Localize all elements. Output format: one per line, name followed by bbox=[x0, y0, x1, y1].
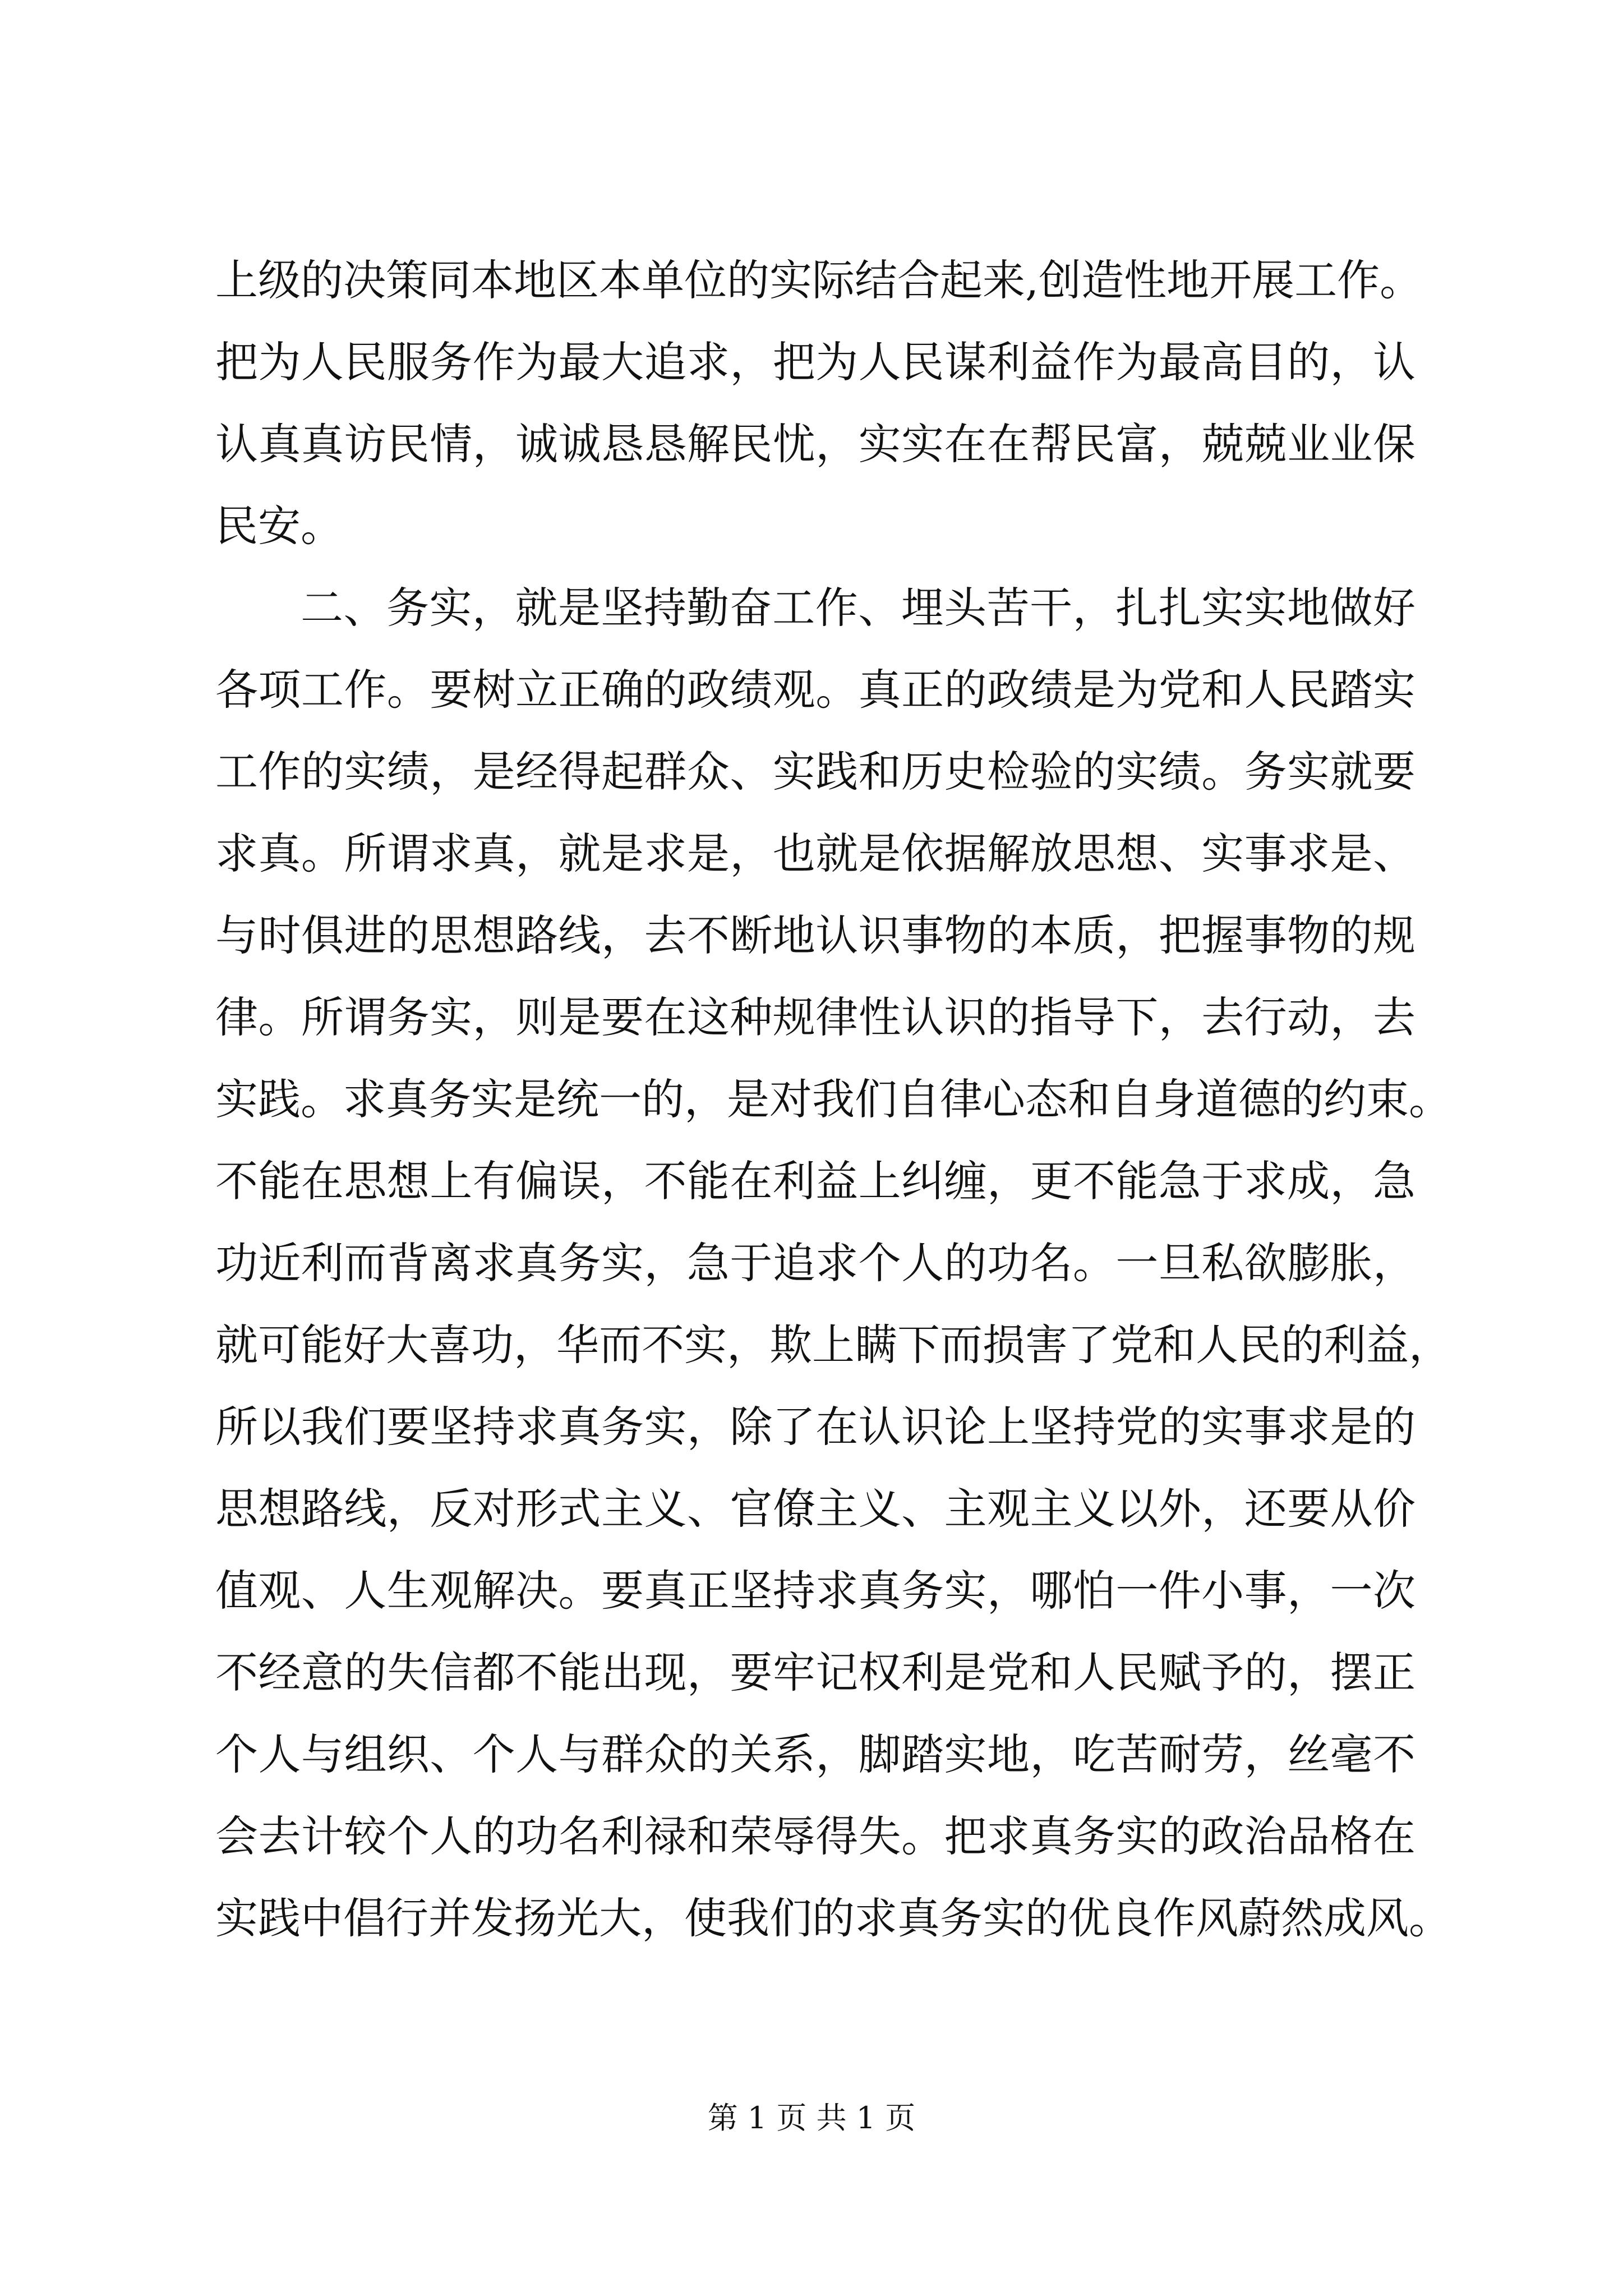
text-line: 把为人民服务作为最大追求，把为人民谋利益作为最高目的，认 bbox=[215, 337, 1415, 387]
text-line: 值观、人生观解决。要真正坚持求真务实，哪怕一件小事，一次 bbox=[215, 1566, 1415, 1616]
text-line: 实践中倡行并发扬光大，使我们的求真务实的优良作风蔚然成风。 bbox=[215, 1893, 1451, 1943]
paragraph-first-line: 二、务实，就是坚持勤奋工作、埋头苦干，扎扎实实地做好 bbox=[301, 583, 1415, 633]
text-line: 实践。求真务实是统一的，是对我们自律心态和自身道德的约束。 bbox=[215, 1074, 1451, 1124]
text-line: 民安。 bbox=[215, 501, 343, 551]
page-footer: 第 1 页 共 1 页 bbox=[707, 2100, 916, 2136]
text-line: 律。所谓务实，则是要在这种规律性认识的指导下，去行动，去 bbox=[215, 992, 1415, 1042]
text-line: 各项工作。要树立正确的政绩观。真正的政绩是为党和人民踏实 bbox=[215, 665, 1415, 715]
text-line: 工作的实绩，是经得起群众、实践和历史检验的实绩。务实就要 bbox=[215, 747, 1415, 797]
text-line: 就可能好大喜功，华而不实，欺上瞒下而损害了党和人民的利益， bbox=[215, 1320, 1451, 1370]
text-line: 功近利而背离求真务实，急于追求个人的功名。一旦私欲膨胀， bbox=[215, 1238, 1415, 1288]
text-line: 不经意的失信都不能出现，要牢记权利是党和人民赋予的，摆正 bbox=[215, 1648, 1415, 1697]
text-line: 与时俱进的思想路线，去不断地认识事物的本质，把握事物的规 bbox=[215, 910, 1415, 960]
text-line: 不能在思想上有偏误，不能在利益上纠缠，更不能急于求成，急 bbox=[215, 1156, 1415, 1206]
text-line: 认真真访民情，诚诚恳恳解民忧，实实在在帮民富，兢兢业业保 bbox=[215, 419, 1415, 469]
text-line: 个人与组织、个人与群众的关系，脚踏实地，吃苦耐劳，丝毫不 bbox=[215, 1729, 1415, 1779]
text-line: 求真。所谓求真，就是求是，也就是依据解放思想、实事求是、 bbox=[215, 829, 1415, 878]
text-line: 所以我们要坚持求真务实，除了在认识论上坚持党的实事求是的 bbox=[215, 1402, 1415, 1452]
text-line: 会去计较个人的功名利禄和荣辱得失。把求真务实的政治品格在 bbox=[215, 1811, 1415, 1861]
text-line: 上级的决策同本地区本单位的实际结合起来,创造性地开展工作。 bbox=[215, 255, 1423, 305]
text-line: 思想路线，反对形式主义、官僚主义、主观主义以外，还要从价 bbox=[215, 1484, 1415, 1534]
